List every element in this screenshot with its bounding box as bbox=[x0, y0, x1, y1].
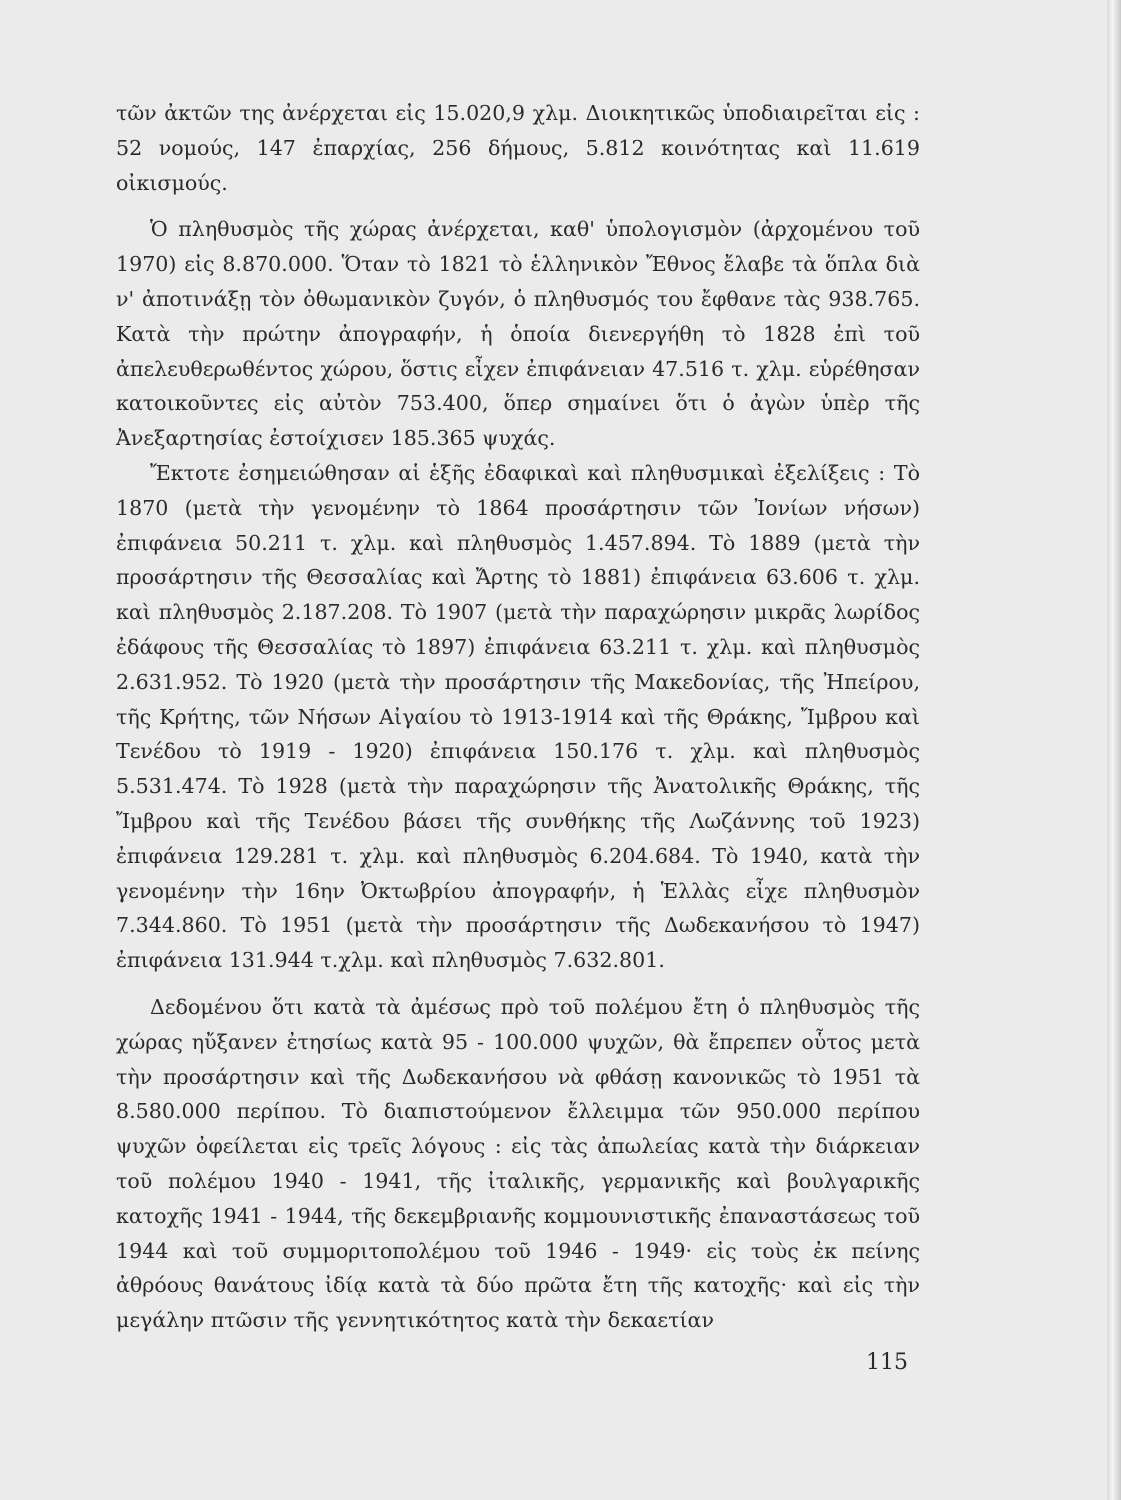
paragraph: Ὁ πληθυσμὸς τῆς χώρας ἀνέρχεται, καθ' ὑπολογισμὸν (ἀρχομένου τοῦ 1970) εἰς 8.870.000. Ὅταν τὸ 1821 τὸ ἑλληνικὸν Ἔθνος ἔλαβε τὰ ὅπλα διὰ ν' ἀποτινάξῃ τὸν ὀθωμανικὸν ζυγόν, ὁ πληθυσμός του ἔφθανε τὰς 938.765. Κατὰ τὴν πρώτην ἀπογραφήν, ἡ ὁποία διενεργήθη τὸ 1828 ἐπὶ τοῦ ἀπελευθερωθέντος χώρου, ὅστις εἶχεν ἐπιφάνειαν 47.516 τ. χλμ. εὑρέθησαν κατοικοῦντες εἰς αὐτὸν 753.400, ὅπερ σημαίνει ὅτι ὁ ἀγὼν ὑπὲρ τῆς Ἀνεξαρτησίας ἐστοίχισεν 185.365 ψυχάς. bbox=[116, 217, 920, 451]
page-number: 115 bbox=[866, 1350, 908, 1375]
paragraph: Ἔκτοτε ἐσημειώθησαν αἱ ἑξῆς ἐδαφικαὶ καὶ πληθυσμικαὶ ἐξελίξεις : Τὸ 1870 (μετὰ τὴν γενομένην τὸ 1864 προσάρτησιν τῶν Ἰονίων νήσων) ἐπιφάνεια 50.211 τ. χλμ. καὶ πληθυσμὸς 1.457.894. Τὸ 1889 (μετὰ τὴν προσάρτησιν τῆς Θεσσαλίας καὶ Ἄρτης τὸ 1881) ἐπιφάνεια 63.606 τ. χλμ. καὶ πληθυσμὸς 2.187.208. Τὸ 1907 (μετὰ τὴν παραχώρησιν μικρᾶς λωρίδος ἐδάφους τῆς Θεσσαλίας τὸ 1897) ἐπιφάνεια 63.211 τ. χλμ. καὶ πληθυσμὸς 2.631.952. Τὸ 1920 (μετὰ τὴν προσάρτησιν τῆς Μακεδονίας, τῆς Ἠπείρου, τῆς Κρήτης, τῶν Νήσων Αἰγαίου τὸ 1913-1914 καὶ τῆς Θράκης, Ἴμβρου καὶ Τενέδου τὸ 1919 - 1920) ἐπιφάνεια 150.176 τ. χλμ. καὶ πληθυσμὸς 5.531.474. Τὸ 1928 (μετὰ τὴν παραχώρησιν τῆς Ἀνατολικῆς Θράκης, τῆς Ἴμβρου καὶ τῆς Τενέδου βάσει τῆς συνθήκης τῆς Λωζάννης τοῦ 1923) ἐπιφάνεια 129.281 τ. χλμ. καὶ πληθυσμὸς 6.204.684. Τὸ 1940, κατὰ τὴν γενομένην τὴν 16ην Ὀκτωβρίου ἀπογραφήν, ἡ Ἑλλὰς εἶχε πληθυσμὸν 7.344.860. Τὸ 1951 (μετὰ τὴν προσάρτησιν τῆς Δωδεκανήσου τὸ 1947) ἐπιφάνεια 131.944 τ.χλμ. καὶ πληθυσμὸς 7.632.801. bbox=[116, 460, 920, 973]
paragraph: Δεδομένου ὅτι κατὰ τὰ ἀμέσως πρὸ τοῦ πολέμου ἔτη ὁ πληθυσμὸς τῆς χώρας ηὔξανεν ἐτησίως κατὰ 95 - 100.000 ψυχῶν, θὰ ἔπρεπεν οὗτος μετὰ τὴν προσάρτησιν καὶ τῆς Δωδεκανήσου νὰ φθάσῃ κανονικῶς τὸ 1951 τὰ 8.580.000 περίπου. Τὸ διαπιστούμενον ἔλλειμμα τῶν 950.000 περίπου ψυχῶν ὀφείλεται εἰς τρεῖς λόγους : εἰς τὰς ἀπωλείας κατὰ τὴν διάρκειαν τοῦ πολέμου 1940 - 1941, τῆς ἰταλικῆς, γερμανικῆς καὶ βουλγαρικῆς κατοχῆς 1941 - 1944, τῆς δεκεμβριανῆς κομμουνιστικῆς ἐπαναστάσεως τοῦ 1944 καὶ τοῦ συμμοριτοπολέμου τοῦ 1946 - 1949· εἰς τοὺς ἐκ πείνης ἀθρόους θανάτους ἰδίᾳ κατὰ τὰ δύο πρῶτα ἔτη τῆς κατοχῆς· καὶ εἰς τὴν μεγάλην πτῶσιν τῆς γεννητικότητος κατὰ τὴν δεκαετίαν bbox=[116, 994, 920, 1333]
paragraph: τῶν ἀκτῶν της ἀνέρχεται εἰς 15.020,9 χλμ. Διοικητικῶς ὑποδιαιρεῖται εἰς : 52 νομούς, 147 ἐπαρχίας, 256 δήμους, 5.812 κοινότητας καὶ 11.619 οἰκισμούς. bbox=[116, 101, 920, 195]
page-edge bbox=[1107, 0, 1121, 1500]
body-text bbox=[116, 96, 920, 1338]
